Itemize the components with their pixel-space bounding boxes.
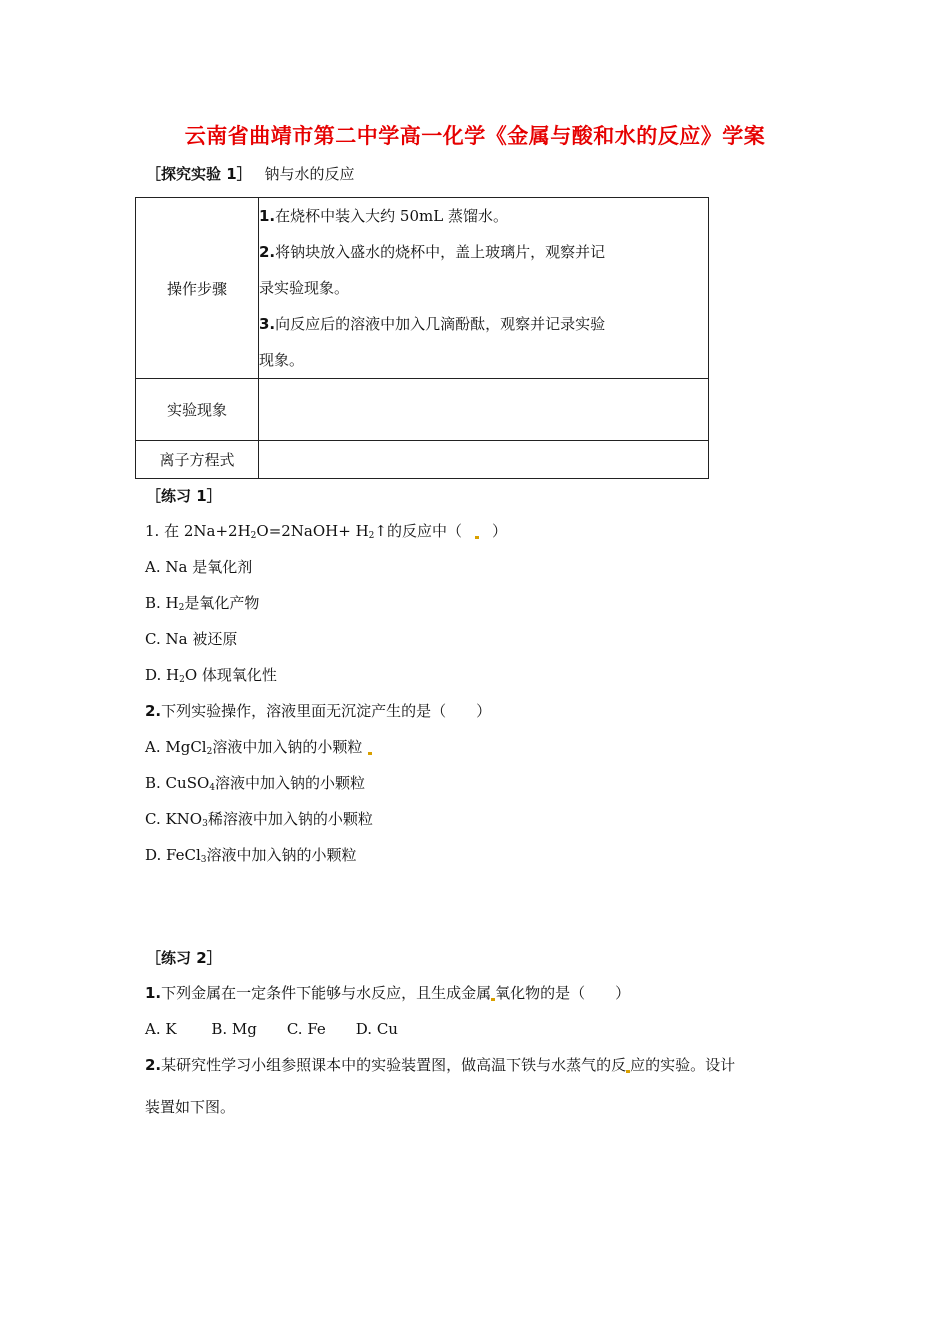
option-text: 溶液中加入钠的小颗粒: [215, 774, 366, 792]
option-text: A. Na 是氧化剂: [145, 558, 253, 576]
option-subscript: 2: [179, 675, 185, 685]
step-1: [259, 198, 708, 234]
answer-blank[interactable]: [462, 522, 492, 540]
p2-q2-cont: [145, 1096, 235, 1117]
p1-q2-option-d: [145, 844, 357, 865]
option-text: B. H: [145, 594, 179, 612]
p2-q1-options: [145, 1018, 398, 1039]
p2-q1-text-cont: 氧化物的是（ ）: [495, 984, 631, 1002]
table-row: [136, 379, 709, 441]
option-text: 是氧化产物: [184, 594, 260, 612]
option-text: A. K B. Mg C. Fe D. Cu: [145, 1020, 398, 1038]
option-text: D. FeCl: [145, 846, 201, 864]
p1-q2-number: 2.: [145, 702, 162, 720]
experiment-subject: 钠与水的反应: [264, 165, 355, 183]
option-subscript: 2: [206, 747, 213, 757]
step-2-text: 将钠块放入盛水的烧杯中，盖上玻璃片，观察并记: [275, 243, 606, 261]
p1-q1-option-a: [145, 556, 252, 577]
equation-label: 离子方程式: [136, 441, 259, 479]
option-text: C. Na 被还原: [145, 630, 238, 648]
experiment-table: [135, 197, 709, 479]
option-text: C. KNO: [145, 810, 203, 828]
phenomenon-label: 实验现象: [136, 379, 259, 441]
step-3: [259, 306, 708, 342]
p1-q2-text: 下列实验操作，溶液里面无沉淀产生的是（ ）: [161, 702, 492, 720]
table-row: [136, 198, 709, 379]
experiment-heading: [146, 163, 354, 184]
p1-q1-sub1: 2: [250, 531, 257, 541]
phenomenon-cell[interactable]: [259, 379, 709, 441]
option-text: 溶液中加入钠的小颗粒: [206, 846, 357, 864]
table-row: [136, 441, 709, 479]
p1-q1-option-d: [145, 664, 277, 685]
p1-q2-option-a: [145, 736, 373, 757]
p1-q1: [145, 520, 507, 541]
step-3-cont: [259, 342, 708, 378]
step-1-number: 1.: [259, 207, 276, 225]
p1-q2: [145, 700, 491, 721]
practice1-heading: [146, 485, 222, 506]
p1-q1-option-c: [145, 628, 237, 649]
page-title: 云南省曲靖市第二中学高一化学《金属与酸和水的反应》学案: [184, 124, 766, 148]
option-text: 溶液中加入钠的小颗粒: [212, 738, 363, 756]
annotation-mark: [368, 752, 372, 755]
option-text: 稀溶液中加入钠的小颗粒: [207, 810, 373, 828]
step-3-text-cont: 现象。: [259, 351, 305, 369]
option-subscript: 3: [200, 855, 207, 865]
p2-q2: [145, 1054, 735, 1075]
practice2-heading-label: ［练习 2］: [146, 949, 222, 967]
option-text: D. H: [145, 666, 180, 684]
experiment-heading-label: ［探究实验 1］: [146, 165, 252, 183]
p1-q1-close: ）: [491, 522, 507, 540]
steps-content: [259, 198, 709, 379]
p2-q2-text-end: 装置如下图。: [145, 1098, 236, 1116]
option-text: O 体现氧化性: [184, 666, 277, 684]
p1-q1-sub2: 2: [368, 531, 375, 541]
step-3-text: 向反应后的溶液中加入几滴酚酞，观察并记录实验: [275, 315, 606, 333]
step-2-number: 2.: [259, 243, 276, 261]
p2-q2-number: 2.: [145, 1056, 162, 1074]
step-2-text-cont: 录实验现象。: [259, 279, 350, 297]
option-text: A. MgCl: [145, 738, 207, 756]
p1-q1-suffix: ↑的反应中（: [374, 522, 462, 540]
p2-q1: [145, 982, 630, 1003]
equation-cell[interactable]: [259, 441, 709, 479]
option-subscript: 2: [178, 603, 185, 613]
option-text: B. CuSO: [145, 774, 210, 792]
step-1-text: 在烧杯中装入大约 50mL 蒸馏水。: [275, 207, 508, 225]
p2-q1-text: 下列金属在一定条件下能够与水反应，且生成金属: [161, 984, 492, 1002]
steps-label: 操作步骤: [136, 198, 259, 379]
step-2: [259, 234, 708, 270]
p2-q1-number: 1.: [145, 984, 162, 1002]
p1-q1-prefix: 1. 在 2Na+2H: [145, 522, 251, 540]
p1-q2-option-c: [145, 808, 373, 829]
step-3-number: 3.: [259, 315, 276, 333]
p1-q1-option-b: [145, 592, 259, 613]
option-subscript: 3: [202, 819, 208, 829]
p2-q2-text-cont: 应的实验。设计: [630, 1056, 736, 1074]
step-2-cont: [259, 270, 708, 306]
annotation-mark: [475, 536, 479, 539]
practice1-heading-label: ［练习 1］: [146, 487, 222, 505]
p1-q2-option-b: [145, 772, 365, 793]
p2-q2-text: 某研究性学习小组参照课本中的实验装置图，做高温下铁与水蒸气的反: [161, 1056, 627, 1074]
practice2-heading: [146, 947, 222, 968]
option-subscript: 4: [209, 783, 216, 793]
p1-q1-mid: O=2NaOH+ H: [256, 522, 369, 540]
